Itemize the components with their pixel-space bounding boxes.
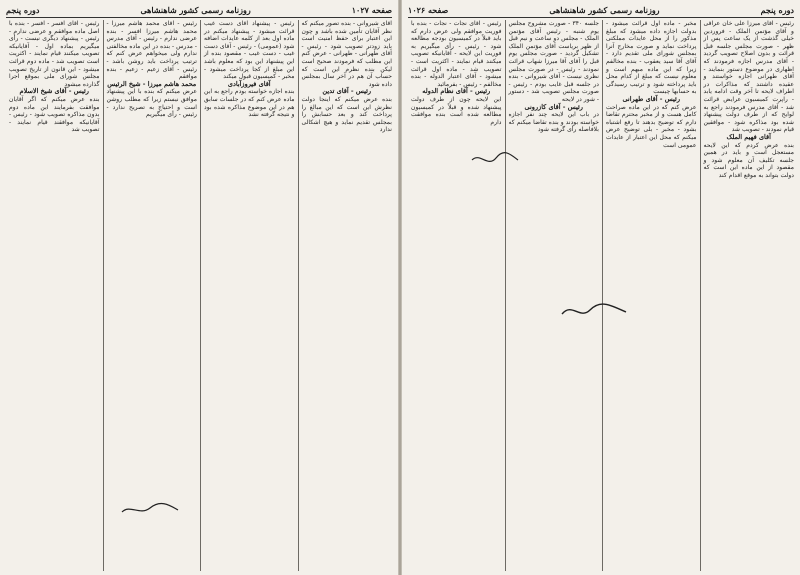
left-page-header <box>6 3 392 18</box>
right-page-columns <box>408 20 794 571</box>
column-text: رئیس - آقای محمد هاشم میرزا - محمد هاشم میرزا افسر - بنده عرضی ندارم - رئیس - آقای مدرس - مدرس - بنده در این ماده مخالفتی ندارم ولی میخواهم عرض کنم که ترتیب پرداخت باید روشن باشد - رئیس - آقای زعیم - زعیم - بنده موافقم <box>106 20 197 81</box>
column-heading: محمد هاشم میرزا - شیخ الرئیس <box>107 79 197 88</box>
column-text: در باب این لایحه چند نفر اجازه خواسته بودند و بنده تقاضا میکنم که بلافاصله رأی گرفته شود <box>508 111 599 134</box>
right-page-header <box>408 3 794 18</box>
right-page-session: دوره پنجم <box>760 5 794 15</box>
right-page-title: روزنامه رسمی کشور شاهنشاهی <box>549 5 660 15</box>
right-page <box>402 0 800 575</box>
left-column-3 <box>103 20 198 571</box>
column-text: رئیس - آقای نجات - نجات - بنده با فوریت موافقم ولی عرض دارم که باید قبلاً در کمیسیون بودجه مطالعه شود - رئیس - رأی میگیریم به فوریت این لایحه - آقایانیکه تصویب میکنند قیام نمایند - اکثریت است - تصویب شد - ماده اول قرائت میشود - آقای اعتبار الدوله - بنده مخالفم - رئیس - بفرمائید <box>411 20 502 88</box>
column-heading: رئیس - آقای شیخ الاسلام <box>19 87 89 96</box>
column-text: رئیس - پیشنهاد آقای دست غیب قرائت میشود - پیشنهاد میکنم در ماده اول بعد از کلمه عایدات اضافه شود (عمومی) - رئیس - آقای دست غیب - دست غیب - مقصود بنده از این پیشنهاد این بود که معلوم باشد این مبلغ از کجا پرداخت میشود - مخبر - کمیسیون قبول میکند <box>204 20 295 81</box>
right-column-4 <box>408 20 502 571</box>
column-text: آقای شیروانی - بنده تصور میکنم که نظر آقایان تأمین شده باشد و چون این اعتبار برای حفظ امنیت است باید زودتر تصویب شود - رئیس - آقای طهرانی - طهرانی - عرض کنم این مطلب که فرمودند صحیح است لیکن بنده نظرم این است که حساب آن هم در آخر سال بمجلس داده شود <box>301 20 392 88</box>
column-text: بنده عرض میکنم که اگر آقایان موافقت بفرمایند این ماده دوم بدون مذاکره تصویب شود - رئیس - آقایانیکه موافقند قیام نمایند - تصویب شد <box>9 95 100 134</box>
column-text: رئیس - آقای میرزا علی خان عراقی و آقای مؤتمن الملک - فروردین خیلی گذشت از یک ساعت پس از ظهر - صورت مجلس جلسه قبل قرائت و بدون اصلاح تصویب گردید - آقای مدرس اجازه فرمودند که اظهاری در موضوع دستور بنمایند - آقای طهرانی اجازه خواستند و عقیده داشتند که مذاکرات در اطراف لایحه تا آخر وقت ادامه یابد - راپرت کمیسیون عرایض قرائت شد - آقای مدرس فرمودند راجع به لوایح که از طرف دولت پیشنهاد شده بود مذاکره شود - موافقین قیام نمودند - تصویب شد <box>703 20 794 134</box>
column-heading: رئیس - آقای نظام الدوله <box>422 87 491 96</box>
column-text: بنده اجازه خواسته بودم راجع به این ماده عرض کنم که در جلسات سابق هم در این موضوع مذاکره شده بود و نتیجه گرفته نشد <box>204 88 295 119</box>
right-column-1 <box>700 20 795 571</box>
left-column-1 <box>298 20 393 571</box>
column-text: این لایحه چون از طرف دولت پیشنهاد شده و قبلاً در کمیسیون مطالعه شده است بنده موافقت دارم <box>411 95 502 126</box>
column-heading: آقای فهیم الملک <box>726 132 771 141</box>
left-page-session: دوره پنجم <box>6 5 40 15</box>
column-text: عرض میکنم که بنده با این پیشنهاد موافق نیستم زیرا که مطلب روشن است و احتیاج به تصریح ندارد - رئیس - رأی میگیریم <box>106 88 197 119</box>
column-heading: رئیس - آقای تدین <box>322 87 372 96</box>
column-text: عرض کنم که در این ماده صراحت کامل هست و از مخبر محترم تقاضا دارم که توضیح بدهند تا رفع اشتباه بشود - مخبر - بلی توضیح عرض میکنم که محل این اعتبار از عایدات عمومی است <box>606 103 697 149</box>
left-page-title: روزنامه رسمی کشور شاهنشاهی <box>140 5 251 15</box>
column-text: مخبر - ماده اول قرائت میشود - بدولت اجازه داده میشود که مبلغ مذکور را از محل عایدات مملکتی پرداخت نماید و صورت مخارج آنرا بمجلس شورای ملی تقدیم دارد - آقای آقا سید یعقوب - بنده مخالفم زیرا که این ماده مبهم است و معلوم نیست که مبلغ از کدام محل باید پرداخته شود و ترتیب رسیدگی به حسابها چیست <box>606 20 697 96</box>
left-column-2 <box>200 20 295 571</box>
column-text: بنده عرض میکنم که اینجا دولت نظرش این است که این مبالغ را پرداخت کند و بعد حسابش را بمجلس تقدیم نماید و هیچ اشکالی ندارد <box>301 95 392 134</box>
left-column-4 <box>6 20 100 571</box>
left-page-columns <box>6 20 392 571</box>
right-page-number: صفحه ۱۰۲۶ <box>408 5 449 15</box>
right-column-2 <box>602 20 697 571</box>
left-page-number: صفحه ۱۰۲۷ <box>351 5 392 15</box>
column-heading: رئیس - آقای طهرانی <box>622 94 680 103</box>
right-column-3 <box>505 20 600 571</box>
column-heading: آقای فیروزآبادی <box>227 79 271 88</box>
column-text: جلسه ۳۴۰ - صورت مشروح مجلس یوم شنبه - رئیس آقای مؤتمن الملک - مجلس دو ساعت و نیم قبل از ظهر بریاست آقای مؤتمن الملک تشکیل گردید - صورت مجلس یوم قبل را آقای آقا میرزا شهاب قرائت نمودند - رئیس - در صورت مجلس نظری نیست - آقای شیروانی - بنده در جلسه قبل غایب بودم - رئیس - صورت مجلس تصویب شد - دستور - شور در لایحه <box>508 20 599 103</box>
column-text: بنده عرض کردم که این لایحه مستعجل است و باید در همین جلسه تکلیف آن معلوم شود و مقصود از این ماده این است که دولت بتواند به موقع اقدام کند <box>703 141 794 179</box>
column-text: رئیس - آقای افسر - افسر - بنده با اصل ماده موافقم و عرضی ندارم - رئیس - پیشنهاد دیگری نیست - رأی میگیریم بماده اول - آقایانیکه تصویب میکنند قیام نمایند - اکثریت است تصویب شد - ماده دوم قرائت میشود - این قانون از تاریخ تصویب مجلس شورای ملی بموقع اجرا گذارده میشود <box>9 20 100 88</box>
column-heading: رئیس - آقای کازرونی <box>524 102 583 111</box>
left-page <box>0 0 398 575</box>
